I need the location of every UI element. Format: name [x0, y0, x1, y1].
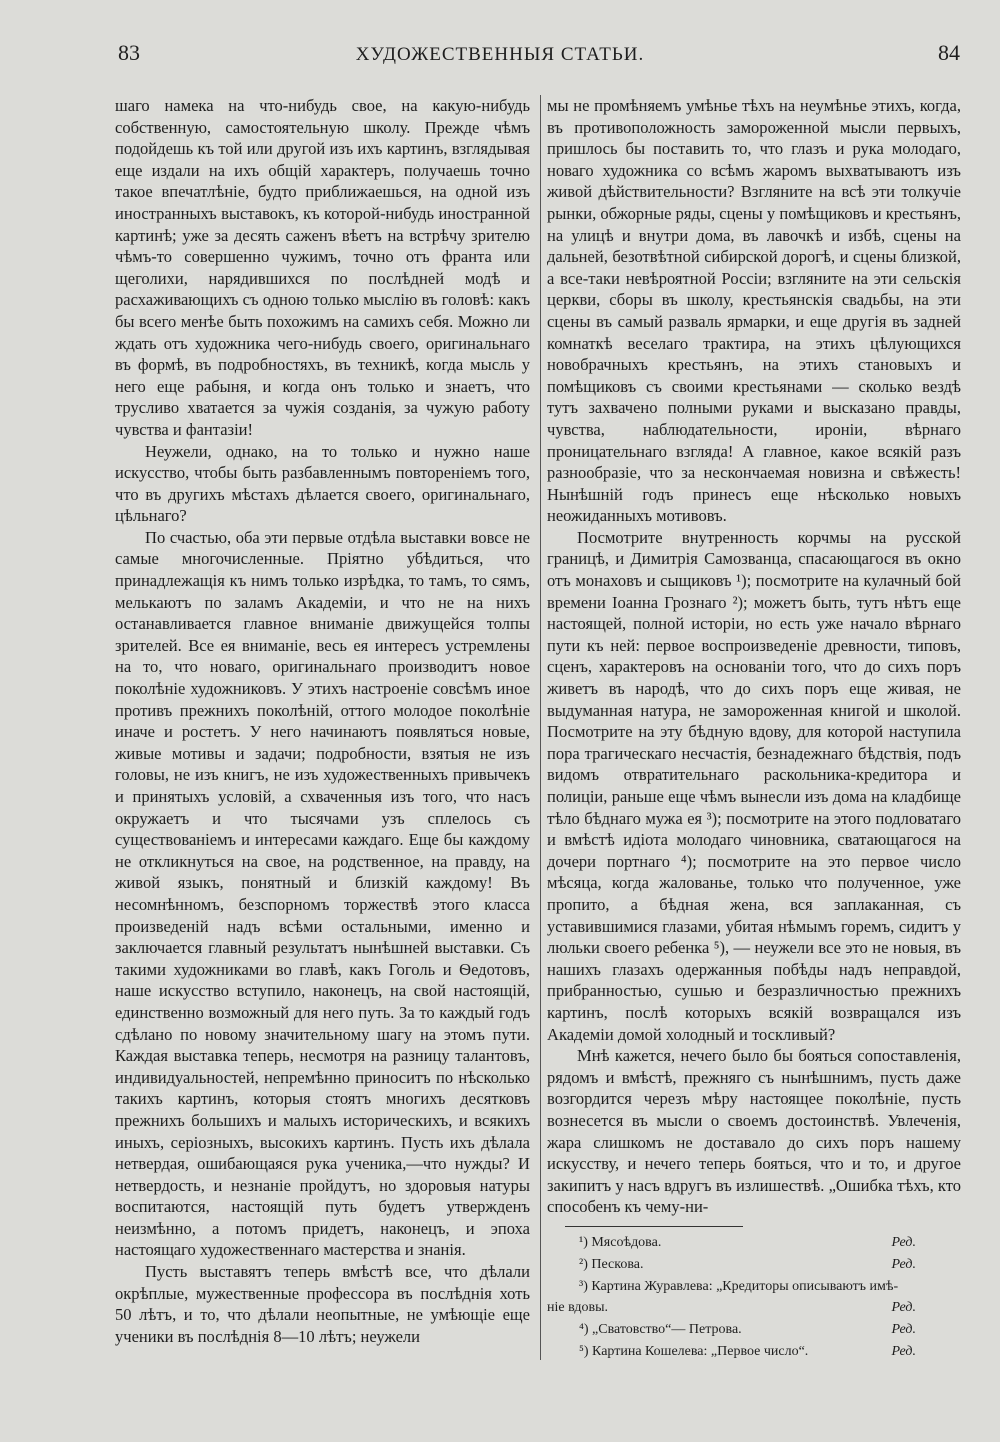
running-title: ХУДОЖЕСТВЕННЫЯ СТАТЬИ.: [355, 44, 645, 65]
footnote-text: Пескова.: [591, 1256, 644, 1272]
footnote-mark: ¹): [579, 1235, 588, 1250]
paragraph: Пусть выставятъ теперь вмѣстѣ все, что дѣлали окрѣплые, мужественные профессора въ послѣднія хоть 50 лѣтъ, и то, что дѣлали неопытные, не умѣющіе еще ученики въ послѣднія 8—10 лѣтъ; неужели: [115, 1262, 530, 1346]
left-column: [115, 95, 530, 1347]
footnote-mark: ³): [579, 1278, 588, 1294]
page-number-left: 83: [118, 40, 140, 65]
page-number-right: 84: [938, 40, 960, 65]
footnote: [547, 1254, 961, 1276]
footnote-text: Картина Кошелева: „Первое число“.: [592, 1343, 809, 1359]
footnote: [547, 1319, 961, 1341]
footnote-text: Мясоѣдова.: [591, 1235, 662, 1250]
footnote-sign: Ред.: [891, 1256, 916, 1272]
footnote-text: Картина Журавлева: „Кредиторы описываютъ имѣ-: [591, 1278, 899, 1294]
paragraph: По счастью, оба эти первые отдѣла выставки вовсе не самые многочисленные. Пріятно убѣдиться, что принадлежащія къ нимъ только изрѣдка, то тамъ, то сямъ, мелькаютъ по заламъ Академіи, и что не на нихъ останавливается главное вниманіе движущейся толпы зрителей. Все ея вниманіе, весь ея интересъ устремлены на то, что новаго, оригинальнаго производитъ новое поколѣніе художниковъ. У этихъ настроеніе совсѣмъ иное противъ прежнихъ поколѣній, оттого молодое поколѣніе иначе и ростетъ. У него начинаютъ появляться новые, живые мотивы и задачи; подробности, взятыя не изъ головы, не изъ книгъ, не изъ художественныхъ привычекъ и принятыхъ условій, а схваченныя изъ того, что насъ окружаетъ и что тысячами узъ сплелось съ существованіемъ и интересами каждаго. Еще бы каждому не откликнуться на свое, на родственное, на правду, на живой языкъ, понятный и близкій каждому! Въ несомнѣнномъ, безспорномъ торжествѣ этого класса произведеній надъ всѣми остальными, именно и заключается главный результатъ нынѣшней выставки. Съ такими художниками во главѣ, какъ Гоголь и Ѳедотовъ, наше искусство вступило, наконецъ, на свой настоящій, единственно возможный для него путь. За то каждый годъ сдѣлано по новому значительному шагу на этомъ пути. Каждая выставка теперь, несмотря на разницу талантовъ, индивидуальностей, непремѣнно приноситъ по нѣсколько такихъ картинъ, которыя стоятъ многихъ десятковъ прежнихъ большихъ и малыхъ историческихъ, и всякихъ иныхъ, серіозныхъ, высокихъ картинъ. Пусть ихъ дѣлала нетвердая, ошибающаяся рука ученика,—что нужды? И нетвердость, и незнаніе пройдутъ, но здоровыя натуры воспитаются, настоящій путь будетъ утвержденъ неизмѣнно, а потомъ придетъ, наконецъ, и эпоха настоящаго художественнаго мастерства и знанія.: [115, 527, 530, 1260]
footnote-mark: ²): [579, 1256, 588, 1272]
footnote-mark: ⁴): [579, 1322, 589, 1338]
footnote-sign: Ред.: [891, 1322, 916, 1338]
footnotes: [547, 1232, 961, 1363]
footnote: [547, 1297, 961, 1319]
paragraph: Посмотрите внутренность корчмы на русской границѣ, и Димитрія Самозванца, спасающагося въ окно отъ монаховъ и сыщиковъ ¹); посмотрите на кулачный бой времени Іоанна Грознаго ²); можетъ быть, тутъ нѣтъ еще настоящей, полной исторіи, но есть уже начало вѣрнаго пути къ ней: первое воспроизведеніе древности, типовъ, сценъ, характеровъ на основаніи того, что до сихъ поръ живетъ въ народѣ, что до сихъ поръ еще живая, не выдуманная натура, не замороженная книгой и школой. Посмотрите на эту бѣдную вдову, для которой наступила пора трагическаго несчастія, безнадежнаго бѣдствія, подъ видомъ отвратительнаго раскольника-кредитора и полиціи, раньше еще чѣмъ вынесли изъ дома на кладбище тѣло бѣднаго мужа ея ³); посмотрите на этого подловатаго и вмѣстѣ идіота молодаго чиновника, сватающагося на дочери портнаго ⁴); посмотрите на это первое число мѣсяца, когда жалованье, только что полученное, уже пропито, а бѣдная жена, вся заплаканная, съ уставившимися глазами, убитая нѣмымъ горемъ, сидитъ у люльки своего ребенка ⁵), — неужели все это не новыя, въ нашихъ глазахъ одержанныя побѣды надъ неправдой, прибранностью, сушью и безразличностью прежнихъ картинъ, послѣ которыхъ всякій возвращался изъ Академіи домой холодный и тоскливый?: [547, 527, 961, 1044]
footnote-sign: [916, 1276, 961, 1298]
footnote-mark: ⁵): [579, 1343, 589, 1359]
paragraph: шаго намека на что-нибудь свое, на какую-нибудь собственную, самостоятельную школу. Прежде чѣмъ подойдешь къ той или другой изъ ихъ картинъ, взглядывая еще издали на ихъ общій характеръ, получаешь точно такое впечатлѣніе, будто приближаешься, на одной изъ иностранныхъ выставокъ, къ которой-нибудь иностранной картинѣ; уже за десять саженъ вѣетъ на встрѣчу зрителю чѣмъ-то совершенно чужимъ, точно отъ франта или щеголихи, нарядившихся по послѣдней модѣ и расхаживающихъ съ одною только мыслію въ головѣ: какъ бы всего менѣе быть похожимъ на самихъ себя. Можно ли ждать отъ художника чего-нибудь своего, оригинальнаго въ формѣ, въ подробностяхъ, въ техникѣ, когда мысль у него еще рабыня, и когда онъ только и знаетъ, что трусливо хватается за чужія созданія, за чужую работу чувства и фантазіи!: [115, 96, 530, 439]
paragraph: мы не промѣняемъ умѣнье тѣхъ на неумѣнье этихъ, когда, въ противоположность замороженной мысли первыхъ, пришлось бы поставить то, что глазъ и рука молодаго, новаго художника со всѣмъ жаромъ выхватываютъ изъ живой дѣйствительности? Взгляните на всѣ эти толкучіе рынки, обжорные ряды, сцены у помѣщиковъ и крестьянъ, на улицѣ и внутри дома, въ лавочкѣ и избѣ, сцены на дальней, безотвѣтной сибирской дорогѣ, и сцены близкой, а все-таки невѣроятной Россіи; взгляните на эти сельскія церкви, сборы въ школу, крестьянскія свадьбы, на эти сцены въ самый разваль ярмарки, и еще другія въ задней комнаткѣ веселаго трактира, на этихъ цѣлующихся новобрачныхъ крестьянъ, на этихъ становыхъ и помѣщиковъ съ своими крестьянами — сколько вездѣ тутъ захвачено полными руками и высказано правды, чувства, наблюдательности, ироніи, вѣрнаго проницательнаго взгляда! А главное, какое всякій разъ разнообразіе, что за нескончаемая новизна и свѣжесть! Нынѣшній годъ принесъ еще нѣсколько новыхъ неожиданныхъ мотивовъ.: [547, 96, 961, 526]
paragraph: Мнѣ кажется, нечего было бы бояться сопоставленія, рядомъ и вмѣстѣ, прежняго съ нынѣшнимъ, пусть даже возгордится черезъ мѣру настоящее поколѣніе, пусть вознесется въ мысли о своемъ достоинствѣ. Увлеченія, жара слишкомъ не доставало до сихъ поръ нашему искусству, и нечего теперь бояться, что и то, и другое закипитъ у насъ вдругъ въ излишествѣ. „Ошибка тѣхъ, кто способенъ къ чему-ни-: [547, 1046, 961, 1217]
footnote-sign: Ред.: [891, 1343, 916, 1359]
footnote: [547, 1341, 961, 1363]
footnote: [547, 1276, 961, 1298]
column-divider: [540, 95, 541, 1360]
right-column: [547, 95, 961, 1218]
footnote-sign: Ред.: [891, 1300, 916, 1316]
footnote-rule: [565, 1226, 743, 1227]
footnote-text: „Сватовство“— Петрова.: [592, 1322, 742, 1338]
footnote-sign: Ред.: [891, 1235, 916, 1250]
footnote: [547, 1232, 961, 1254]
footnote-text: ніе вдовы.: [547, 1300, 608, 1316]
paragraph: Неужели, однако, на то только и нужно наше искусство, чтобы быть разбавленнымъ повтореніемъ того, что въ другихъ мѣстахъ дѣлается своего, оригинальнаго, цѣльнаго?: [115, 441, 530, 526]
